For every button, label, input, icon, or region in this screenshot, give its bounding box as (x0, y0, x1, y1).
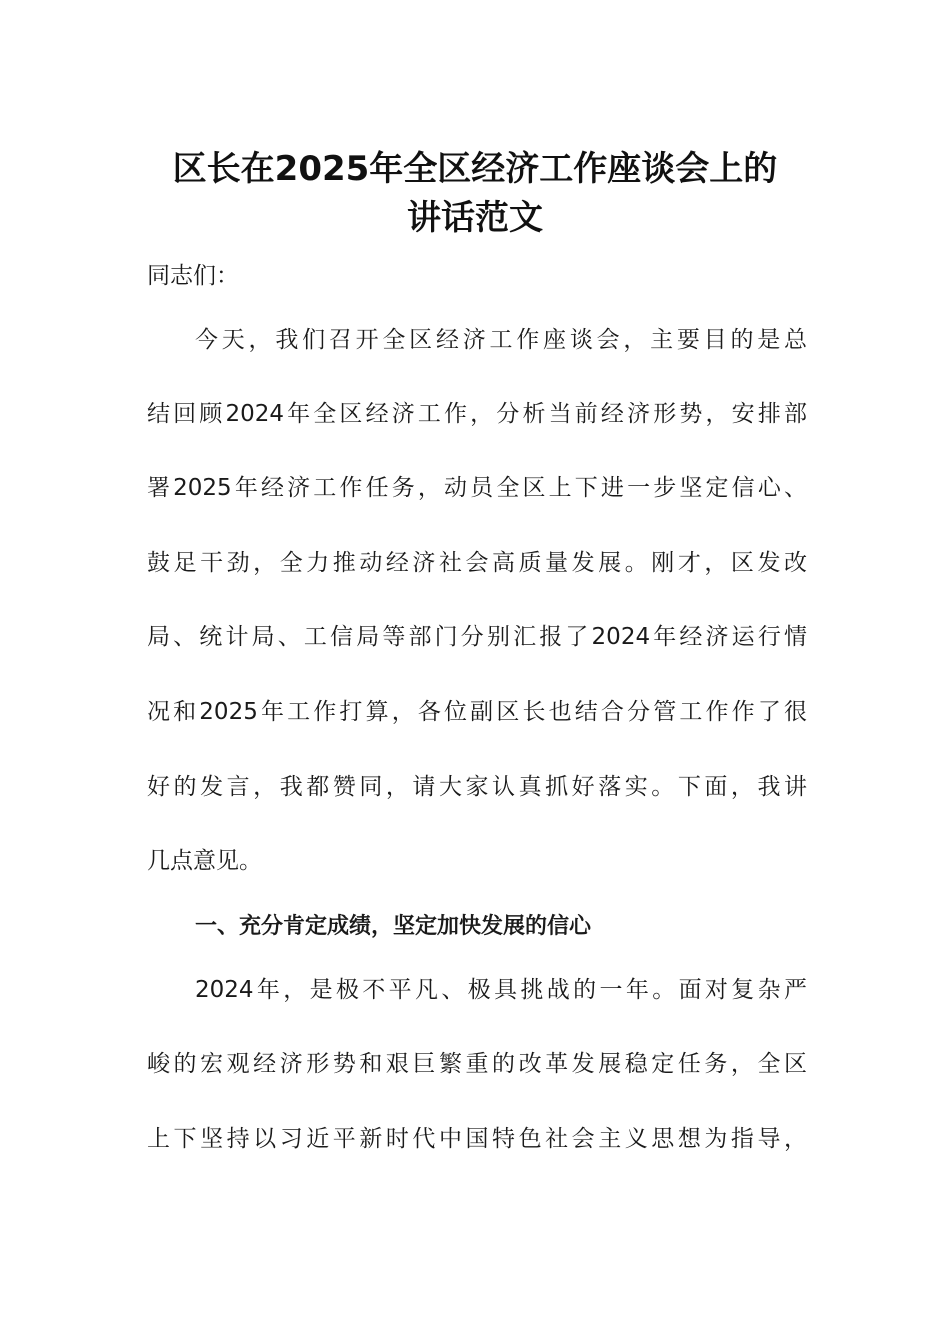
paragraph-1-line-3: 署2025年经济工作任务，动员全区上下进一步坚定信心、 (147, 475, 807, 501)
paragraph-1-line-2: 结回顾2024年全区经济工作，分析当前经济形势，安排部 (147, 401, 807, 427)
paragraph-1-line-7: 好的发言，我都赞同，请大家认真抓好落实。下面，我讲 (147, 774, 807, 800)
paragraph-1-line-1: 今天，我们召开全区经济工作座谈会，主要目的是总 (195, 327, 807, 353)
paragraph-2-line-2: 峻的宏观经济形势和艰巨繁重的改革发展稳定任务，全区 (147, 1051, 807, 1077)
paragraph-1-line-4: 鼓足干劲，全力推动经济社会高质量发展。刚才，区发改 (147, 550, 807, 576)
paragraph-2-line-3: 上下坚持以习近平新时代中国特色社会主义思想为指导， (147, 1126, 807, 1152)
document-title-line-2: 讲话范文 (407, 198, 543, 238)
section-1-heading: 一、充分肯定成绩，坚定加快发展的信心 (195, 914, 592, 939)
document-title-line-1: 区长在2025年全区经济工作座谈会上的 (172, 149, 778, 189)
paragraph-2-line-1: 2024年，是极不平凡、极具挑战的一年。面对复杂严 (195, 977, 807, 1003)
paragraph-1-line-5: 局、统计局、工信局等部门分别汇报了2024年经济运行情 (147, 624, 807, 650)
paragraph-1-line-6: 况和2025年工作打算，各位副区长也结合分管工作作了很 (147, 699, 807, 725)
salutation: 同志们： (147, 263, 239, 289)
paragraph-1-line-8: 几点意见。 (147, 848, 262, 874)
